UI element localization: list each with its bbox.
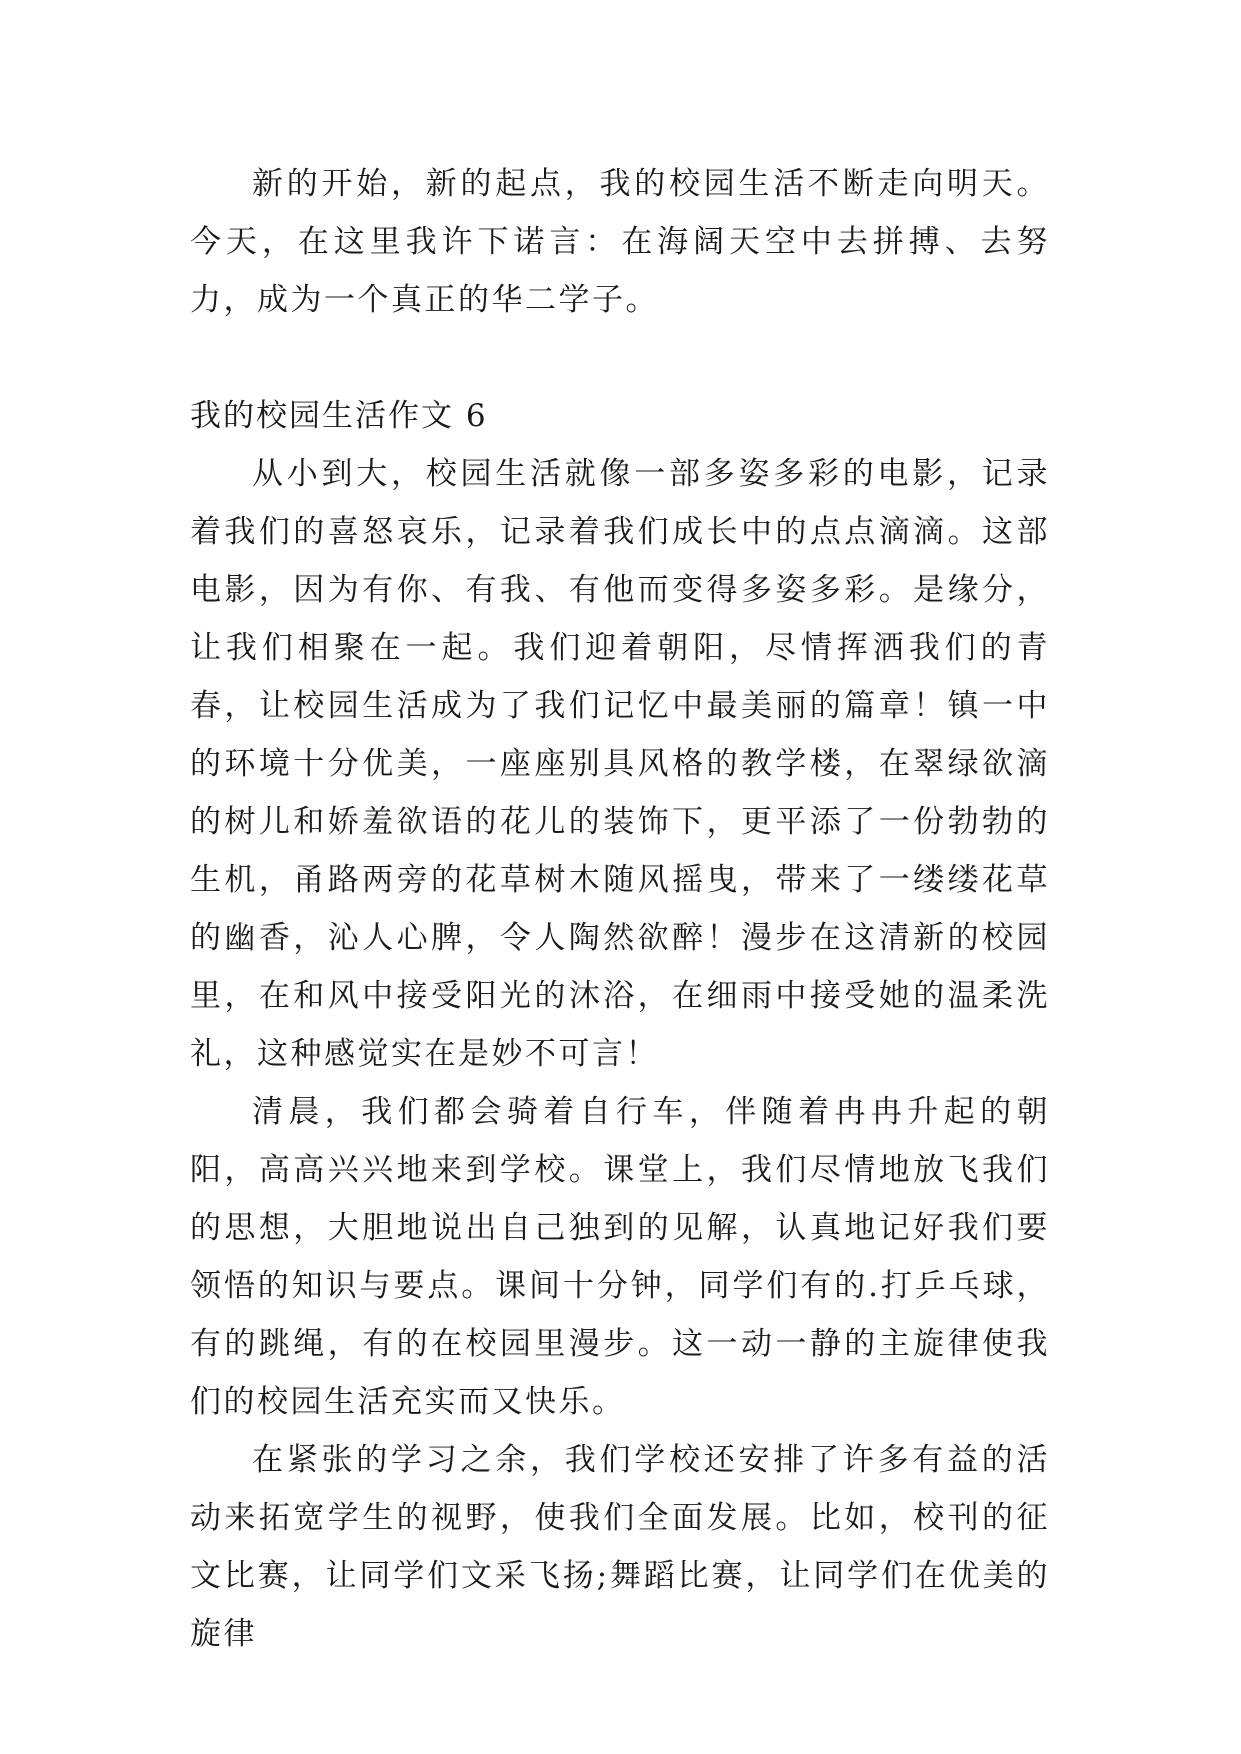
body-section <box>190 445 1050 1663</box>
intro-section <box>190 155 1050 329</box>
body-paragraph: 在紧张的学习之余，我们学校还安排了许多有益的活动来拓宽学生的视野，使我们全面发展。比如，校刊的征文比赛，让同学们文采飞扬;舞蹈比赛，让同学们在优美的旋律 <box>190 1442 1050 1652</box>
intro-paragraph: 新的开始，新的起点，我的校园生活不断走向明天。今天，在这里我许下诺言：在海阔天空中去拼搏、去努力，成为一个真正的华二学子。 <box>190 166 1050 318</box>
section-heading <box>190 387 1050 445</box>
body-paragraph: 从小到大，校园生活就像一部多姿多彩的电影，记录着我们的喜怒哀乐，记录着我们成长中的点点滴滴。这部电影，因为有你、有我、有他而变得多姿多彩。是缘分，让我们相聚在一起。我们迎着朝阳，尽情挥洒我们的青春，让校园生活成为了我们记忆中最美丽的篇章！镇一中的环境十分优美，一座座别具风格的教学楼，在翠绿欲滴的树儿和娇羞欲语的花儿的装饰下，更平添了一份勃勃的生机，甬路两旁的花草树木随风摇曳，带来了一缕缕花草的幽香，沁人心脾，令人陶然欲醉！漫步在这清新的校园里，在和风中接受阳光的沐浴，在细雨中接受她的温柔洗礼，这种感觉实在是妙不可言！ <box>190 456 1050 1072</box>
body-paragraph: 清晨，我们都会骑着自行车，伴随着冉冉升起的朝阳，高高兴兴地来到学校。课堂上，我们尽情地放飞我们的思想，大胆地说出自己独到的见解，认真地记好我们要领悟的知识与要点。课间十分钟，同学们有的.打乒乓球，有的跳绳，有的在校园里漫步。这一动一静的主旋律使我们的校园生活充实而又快乐。 <box>190 1094 1050 1420</box>
section-title: 我的校园生活作文 6 <box>190 398 488 434</box>
